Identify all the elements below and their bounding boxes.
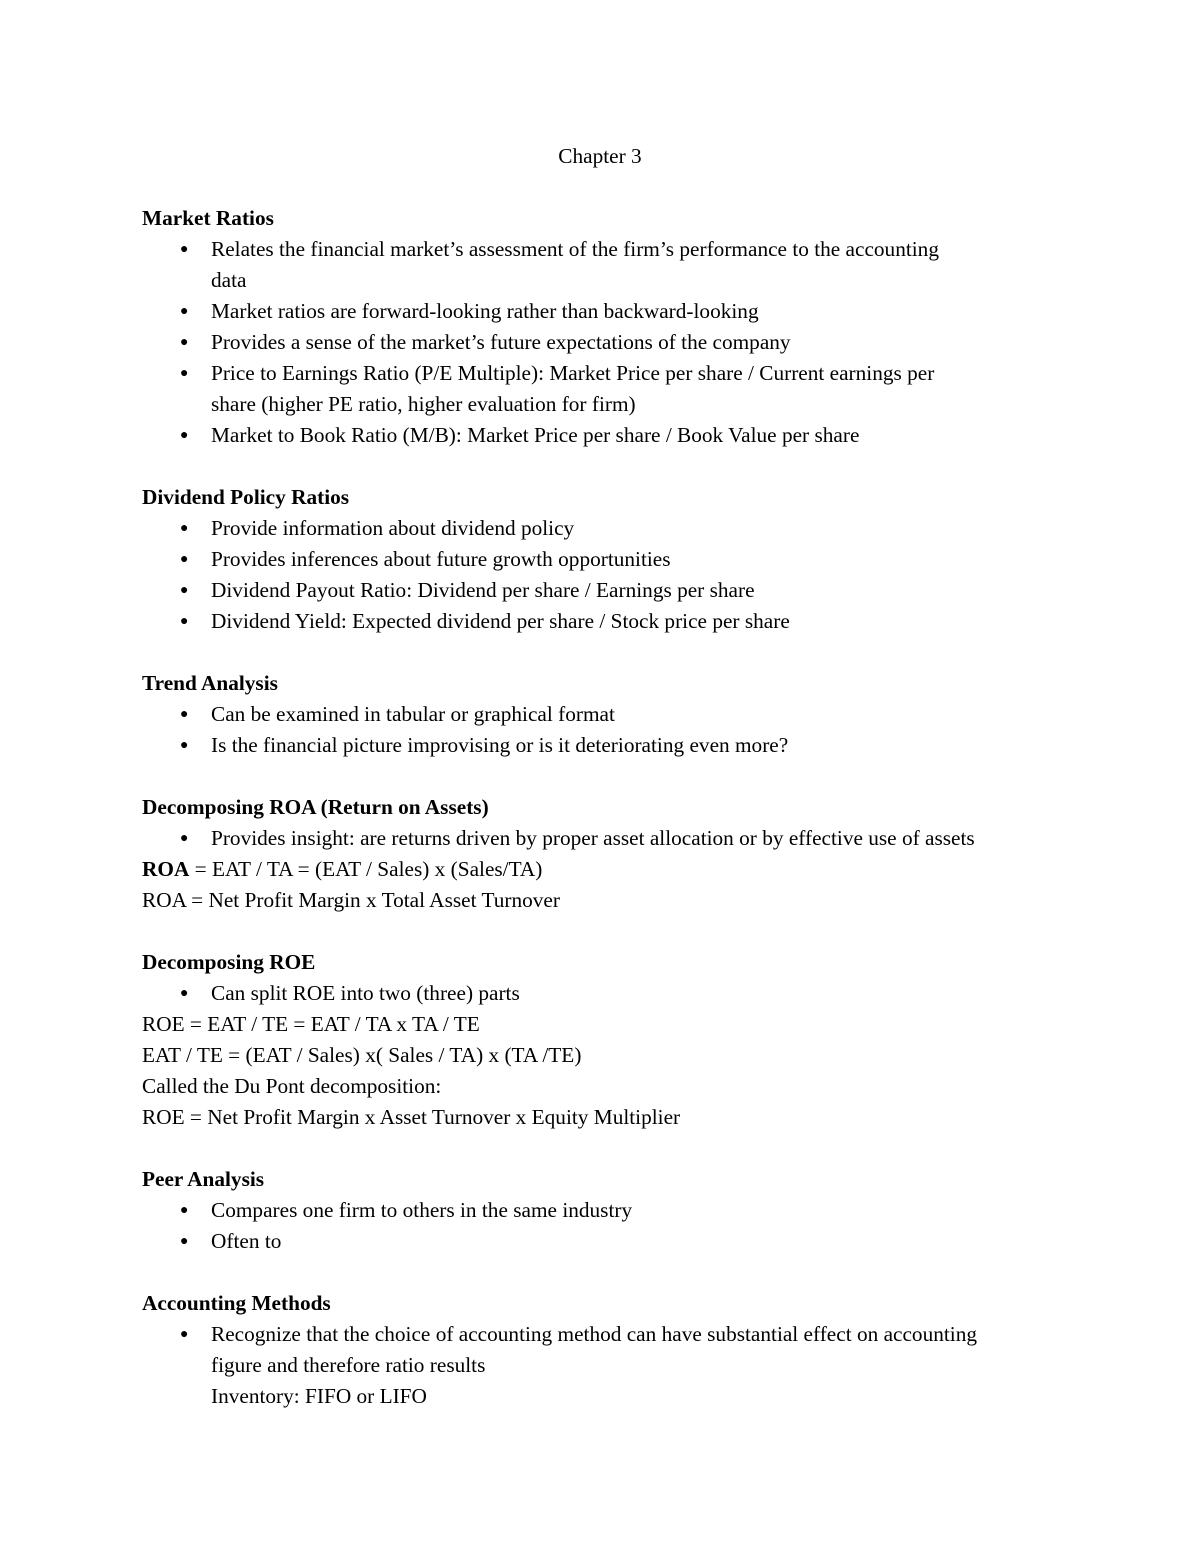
bullet-icon: ● [180, 831, 189, 846]
bullet-icon: ● [180, 242, 189, 257]
list-item [142, 1319, 1072, 1412]
list-item-text-continued: share (higher PE ratio, higher evaluation for firm) [211, 392, 636, 416]
list-item [142, 978, 1072, 1009]
list-item-text: Can split ROE into two (three) parts [211, 981, 520, 1005]
bullet-icon: ● [180, 335, 189, 350]
list-item-text: Relates the financial market’s assessment of the firm’s performance to the accounting [211, 237, 939, 261]
list-item-text-continued: figure and therefore ratio results [211, 1353, 486, 1377]
list-item-text: Market ratios are forward-looking rather than backward-looking [211, 299, 759, 323]
list-item [142, 327, 1072, 358]
list-item [142, 513, 1072, 544]
list-item [142, 234, 1072, 296]
bullet-icon: ● [180, 707, 189, 722]
peer-analysis-list [142, 1195, 1072, 1257]
section-heading-decomposing-roa: Decomposing ROA (Return on Assets) [142, 795, 489, 819]
dividend-policy-list [142, 513, 1072, 637]
formula-line: ROE = Net Profit Margin x Asset Turnover x Equity Multiplier [142, 1105, 681, 1129]
formula-line: ROA = Net Profit Margin x Total Asset Turnover [142, 888, 560, 912]
list-item [142, 606, 1072, 637]
list-item-text: Can be examined in tabular or graphical format [211, 702, 615, 726]
formula-line: EAT / TE = (EAT / Sales) x( Sales / TA) x (TA /TE) [142, 1043, 582, 1067]
formula-line: ROE = EAT / TE = EAT / TA x TA / TE [142, 1012, 480, 1036]
list-item-text: Provides inferences about future growth opportunities [211, 547, 671, 571]
bullet-icon: ● [180, 521, 189, 536]
list-item [142, 296, 1072, 327]
list-item-text: Provide information about dividend policy [211, 516, 575, 540]
list-item-text: Provides a sense of the market’s future expectations of the company [211, 330, 791, 354]
body-text: Called the Du Pont decomposition: [142, 1074, 442, 1098]
trend-analysis-list [142, 699, 1072, 761]
accounting-methods-list [142, 1319, 1072, 1412]
formula-bold-term: ROA [142, 857, 190, 881]
list-item [142, 823, 1072, 854]
list-item [142, 1195, 1072, 1226]
bullet-icon: ● [180, 1203, 189, 1218]
decomposing-roe-list [142, 978, 1072, 1009]
formula-line [142, 854, 1072, 885]
list-item-text: Provides insight: are returns driven by proper asset allocation or by effective use of assets [211, 826, 975, 850]
list-item [142, 358, 1072, 420]
section-heading-market-ratios: Market Ratios [142, 206, 274, 230]
list-item-text: Price to Earnings Ratio (P/E Multiple): Market Price per share / Current earnings per [211, 361, 935, 385]
list-item-text-continued: data [211, 268, 247, 292]
list-item [142, 420, 1072, 451]
decomposing-roa-list [142, 823, 1072, 854]
bullet-icon: ● [180, 552, 189, 567]
list-item-text: Is the financial picture improvising or is it deteriorating even more? [211, 733, 789, 757]
bullet-icon: ● [180, 986, 189, 1001]
bullet-icon: ● [180, 738, 189, 753]
section-heading-trend-analysis: Trend Analysis [142, 671, 278, 695]
bullet-icon: ● [180, 1327, 189, 1342]
list-item [142, 544, 1072, 575]
market-ratios-list [142, 234, 1072, 451]
list-item [142, 575, 1072, 606]
bullet-icon: ● [180, 1234, 189, 1249]
list-item-text: Market to Book Ratio (M/B): Market Price per share / Book Value per share [211, 423, 860, 447]
list-item [142, 699, 1072, 730]
section-heading-accounting-methods: Accounting Methods [142, 1291, 331, 1315]
list-item-text: Often to [211, 1229, 282, 1253]
bullet-icon: ● [180, 304, 189, 319]
page-title: Chapter 3 [558, 144, 642, 168]
formula-text: = EAT / TA = (EAT / Sales) x (Sales/TA) [189, 857, 543, 881]
section-heading-dividend-policy: Dividend Policy Ratios [142, 485, 350, 509]
list-item-text: Compares one firm to others in the same industry [211, 1198, 633, 1222]
bullet-icon: ● [180, 614, 189, 629]
list-item-text: Recognize that the choice of accounting method can have substantial effect on accounting [211, 1322, 978, 1346]
section-heading-decomposing-roe: Decomposing ROE [142, 950, 316, 974]
list-item-text-continued: Inventory: FIFO or LIFO [211, 1384, 427, 1408]
document-page [142, 141, 1072, 1412]
list-item-text: Dividend Payout Ratio: Dividend per share / Earnings per share [211, 578, 755, 602]
list-item [142, 730, 1072, 761]
list-item [142, 1226, 1072, 1257]
section-heading-peer-analysis: Peer Analysis [142, 1167, 265, 1191]
bullet-icon: ● [180, 366, 189, 381]
list-item-text: Dividend Yield: Expected dividend per share / Stock price per share [211, 609, 790, 633]
bullet-icon: ● [180, 428, 189, 443]
bullet-icon: ● [180, 583, 189, 598]
